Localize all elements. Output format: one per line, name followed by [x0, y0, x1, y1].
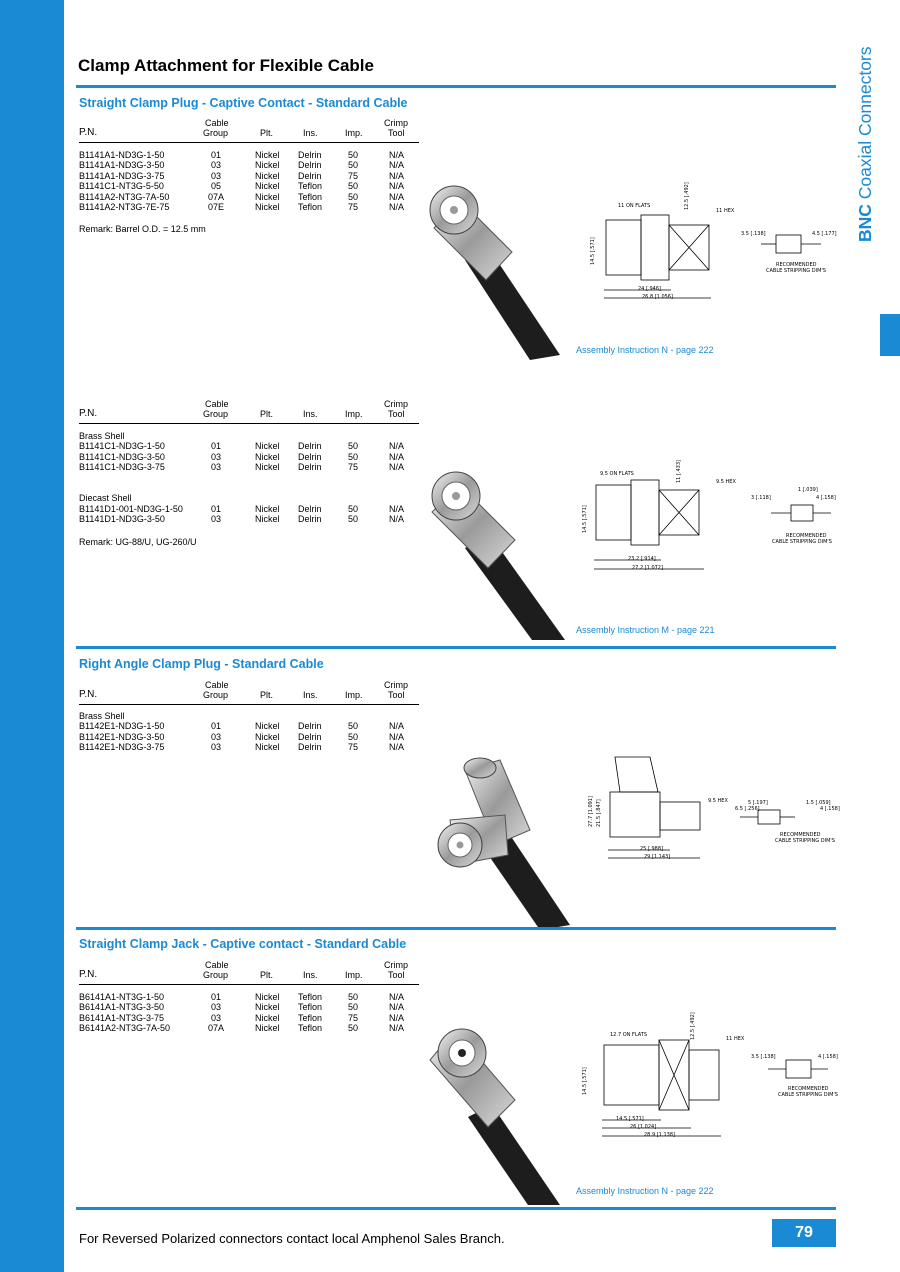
dim-height: 11 [.433]: [676, 460, 682, 483]
table-row: B1141D1-ND3G-3-50 03 Nickel Delrin 50 N/A: [79, 514, 405, 525]
section3-dimension-drawing: [580, 752, 845, 867]
section2-connector-photo: [420, 440, 570, 640]
dim-s1: 3.5 [.138]: [751, 1054, 776, 1060]
section4-table-header: Cable Group P.N. Plt. Ins. Imp. Crimp Tool: [79, 958, 419, 985]
table-row: B1141C1-ND3G-1-50 01 Nickel Delrin 50 N/A: [79, 441, 405, 452]
dim-flats: 12.7 ON FLATS: [610, 1032, 648, 1038]
dim-hex: 9.5 HEX: [716, 479, 736, 485]
dim-rec1: RECOMMENDED: [776, 262, 817, 268]
page-title: Clamp Attachment for Flexible Cable: [78, 56, 374, 75]
dim-s2: 6.5 [.256]: [735, 806, 760, 812]
dim-hex: 11 HEX: [726, 1036, 745, 1042]
section4-rule: [76, 927, 836, 930]
group-label: Brass Shell: [79, 711, 125, 721]
table-row: B1141D1-001-ND3G-1-50 01 Nickel Delrin 50 N/A: [79, 503, 405, 514]
dim-l0: 14.5 [.571]: [616, 1116, 644, 1122]
section1-assembly-link[interactable]: Assembly Instruction N - page 222: [576, 345, 714, 355]
dim-s2: 4 [.158]: [818, 1054, 838, 1060]
left-color-bar: [0, 0, 64, 1272]
dim-h2: 21.5 [.847]: [596, 799, 602, 827]
title-rule: [76, 85, 836, 88]
dim-s3: 1.5 [.059]: [806, 800, 831, 806]
section4-connector-photo: [420, 1005, 570, 1205]
dim-od: 14.5 [.571]: [582, 1067, 588, 1095]
table-row: B6141A1-NT3G-3-50 03 Nickel Teflon 50 N/A: [79, 1002, 405, 1013]
section2-dimension-drawing: [576, 455, 846, 580]
section1-remark: Remark: Barrel O.D. = 12.5 mm: [79, 224, 206, 234]
dim-s4: 4 [.158]: [820, 806, 840, 812]
section1-connector-photo: [420, 150, 570, 360]
dim-height: 12.5 [.492]: [684, 182, 690, 210]
dim-s1: 3 [.118]: [751, 495, 771, 501]
dim-od: 14.5 [.571]: [590, 237, 596, 265]
table-row: B1141C1-NT3G-5-50 05 Nickel Teflon 50 N/A: [79, 181, 405, 192]
dim-l2: 26.8 [1.056]: [642, 294, 673, 300]
dim-s1: 3.5 [.138]: [741, 231, 766, 237]
dim-rec1: RECOMMENDED: [780, 832, 821, 838]
section2-table-body: [79, 431, 419, 525]
dim-s0: 1 [.039]: [798, 487, 818, 493]
dim-l1: 25 [.988]: [640, 846, 663, 852]
dim-rec2: CABLE STRIPPING DIM'S: [775, 838, 835, 844]
dim-hex: 9.5 HEX: [708, 798, 728, 804]
section3-title: Right Angle Clamp Plug - Standard Cable: [79, 657, 324, 671]
section2-remark: Remark: UG-88/U, UG-260/U: [79, 537, 197, 547]
dim-h1: 27.7 [1.091]: [588, 796, 594, 827]
table-row: B6141A1-NT3G-1-50 01 Nickel Teflon 50 N/A: [79, 992, 405, 1002]
section2-table-header: Cable Group P.N. Plt. Ins. Imp. Crimp Tool: [79, 397, 419, 424]
dim-height: 12.5 [.492]: [690, 1012, 696, 1040]
dim-l1: 24 [.946]: [638, 286, 661, 292]
group-label: Brass Shell: [79, 431, 125, 441]
table-row: B1141C1-ND3G-3-50 03 Nickel Delrin 50 N/A: [79, 451, 405, 462]
section2-assembly-link[interactable]: Assembly Instruction M - page 221: [576, 625, 715, 635]
dim-s1: 5 [.197]: [748, 800, 768, 806]
dim-od: 14.5 [.571]: [582, 505, 588, 533]
dim-rec1: RECOMMENDED: [788, 1086, 829, 1092]
dim-rec1: RECOMMENDED: [786, 533, 827, 539]
dim-l2: 28.9 [1.138]: [644, 1132, 675, 1138]
table-row: B1142E1-ND3G-3-50 03 Nickel Delrin 50 N/A: [79, 731, 405, 742]
dim-rec2: CABLE STRIPPING DIM'S: [772, 539, 832, 545]
section4-title: Straight Clamp Jack - Captive contact - Standard Cable: [79, 937, 407, 951]
section1-table-header: Cable Group P.N. Plt. Ins. Imp. Crimp Tool: [79, 116, 419, 143]
section1-table-body: [79, 150, 419, 212]
section4-dimension-drawing: [576, 1010, 846, 1140]
table-row: B1141A2-NT3G-7E-75 07E Nickel Teflon 75 N/A: [79, 201, 405, 212]
section3-connector-photo: [420, 750, 570, 930]
dim-s2: 4.5 [.177]: [812, 231, 837, 237]
dim-s2: 4 [.158]: [816, 495, 836, 501]
table-row: B1141C1-ND3G-3-75 03 Nickel Delrin 75 N/A: [79, 462, 405, 473]
group-label: Diecast Shell: [79, 493, 132, 504]
dim-l2: 27.2 [1.072]: [632, 565, 663, 571]
section1-dimension-drawing: [576, 180, 846, 305]
section3-table-header: Cable Group P.N. Plt. Ins. Imp. Crimp Tool: [79, 678, 419, 705]
section1-title: Straight Clamp Plug - Captive Contact - Standard Cable: [79, 96, 408, 110]
section4-table-body: [79, 992, 419, 1034]
dim-l1: 26 [1.024]: [630, 1124, 657, 1130]
table-row: B1142E1-ND3G-3-75 03 Nickel Delrin 75 N/A: [79, 742, 405, 753]
table-row: B6141A2-NT3G-7A-50 07A Nickel Teflon 50 N/A: [79, 1023, 405, 1034]
table-row: B1142E1-ND3G-1-50 01 Nickel Delrin 50 N/A: [79, 721, 405, 732]
dim-flats: 11 ON FLATS: [618, 203, 651, 209]
table-row: B1141A1-ND3G-3-50 03 Nickel Delrin 50 N/A: [79, 160, 405, 171]
dim-rec2: CABLE STRIPPING DIM'S: [778, 1092, 838, 1098]
dim-l2: 29 [1.143]: [644, 854, 671, 860]
footer-note: For Reversed Polarized connectors contact local Amphenol Sales Branch.: [79, 1231, 505, 1246]
table-row: B1141A1-ND3G-1-50 01 Nickel Delrin 50 N/A: [79, 150, 405, 160]
table-row: B1141A1-ND3G-3-75 03 Nickel Delrin 75 N/A: [79, 170, 405, 181]
section-tab-marker: [880, 314, 900, 356]
side-title: BNC Coaxial Connectors: [855, 46, 875, 242]
section4-assembly-link[interactable]: Assembly Instruction N - page 222: [576, 1186, 714, 1196]
page-number: 79: [772, 1219, 836, 1247]
section3-rule: [76, 646, 836, 649]
dim-hex: 11 HEX: [716, 208, 735, 214]
dim-rec2: CABLE STRIPPING DIM'S: [766, 268, 826, 274]
table-row: B1141A2-NT3G-7A-50 07A Nickel Teflon 50 N/A: [79, 191, 405, 202]
table-row: B6141A1-NT3G-3-75 03 Nickel Teflon 75 N/A: [79, 1012, 405, 1023]
dim-l1: 23.2 [.914]: [628, 556, 656, 562]
dim-flats: 9.5 ON FLATS: [600, 471, 634, 477]
footer-rule: [76, 1207, 836, 1210]
section3-table-body: [79, 711, 419, 753]
